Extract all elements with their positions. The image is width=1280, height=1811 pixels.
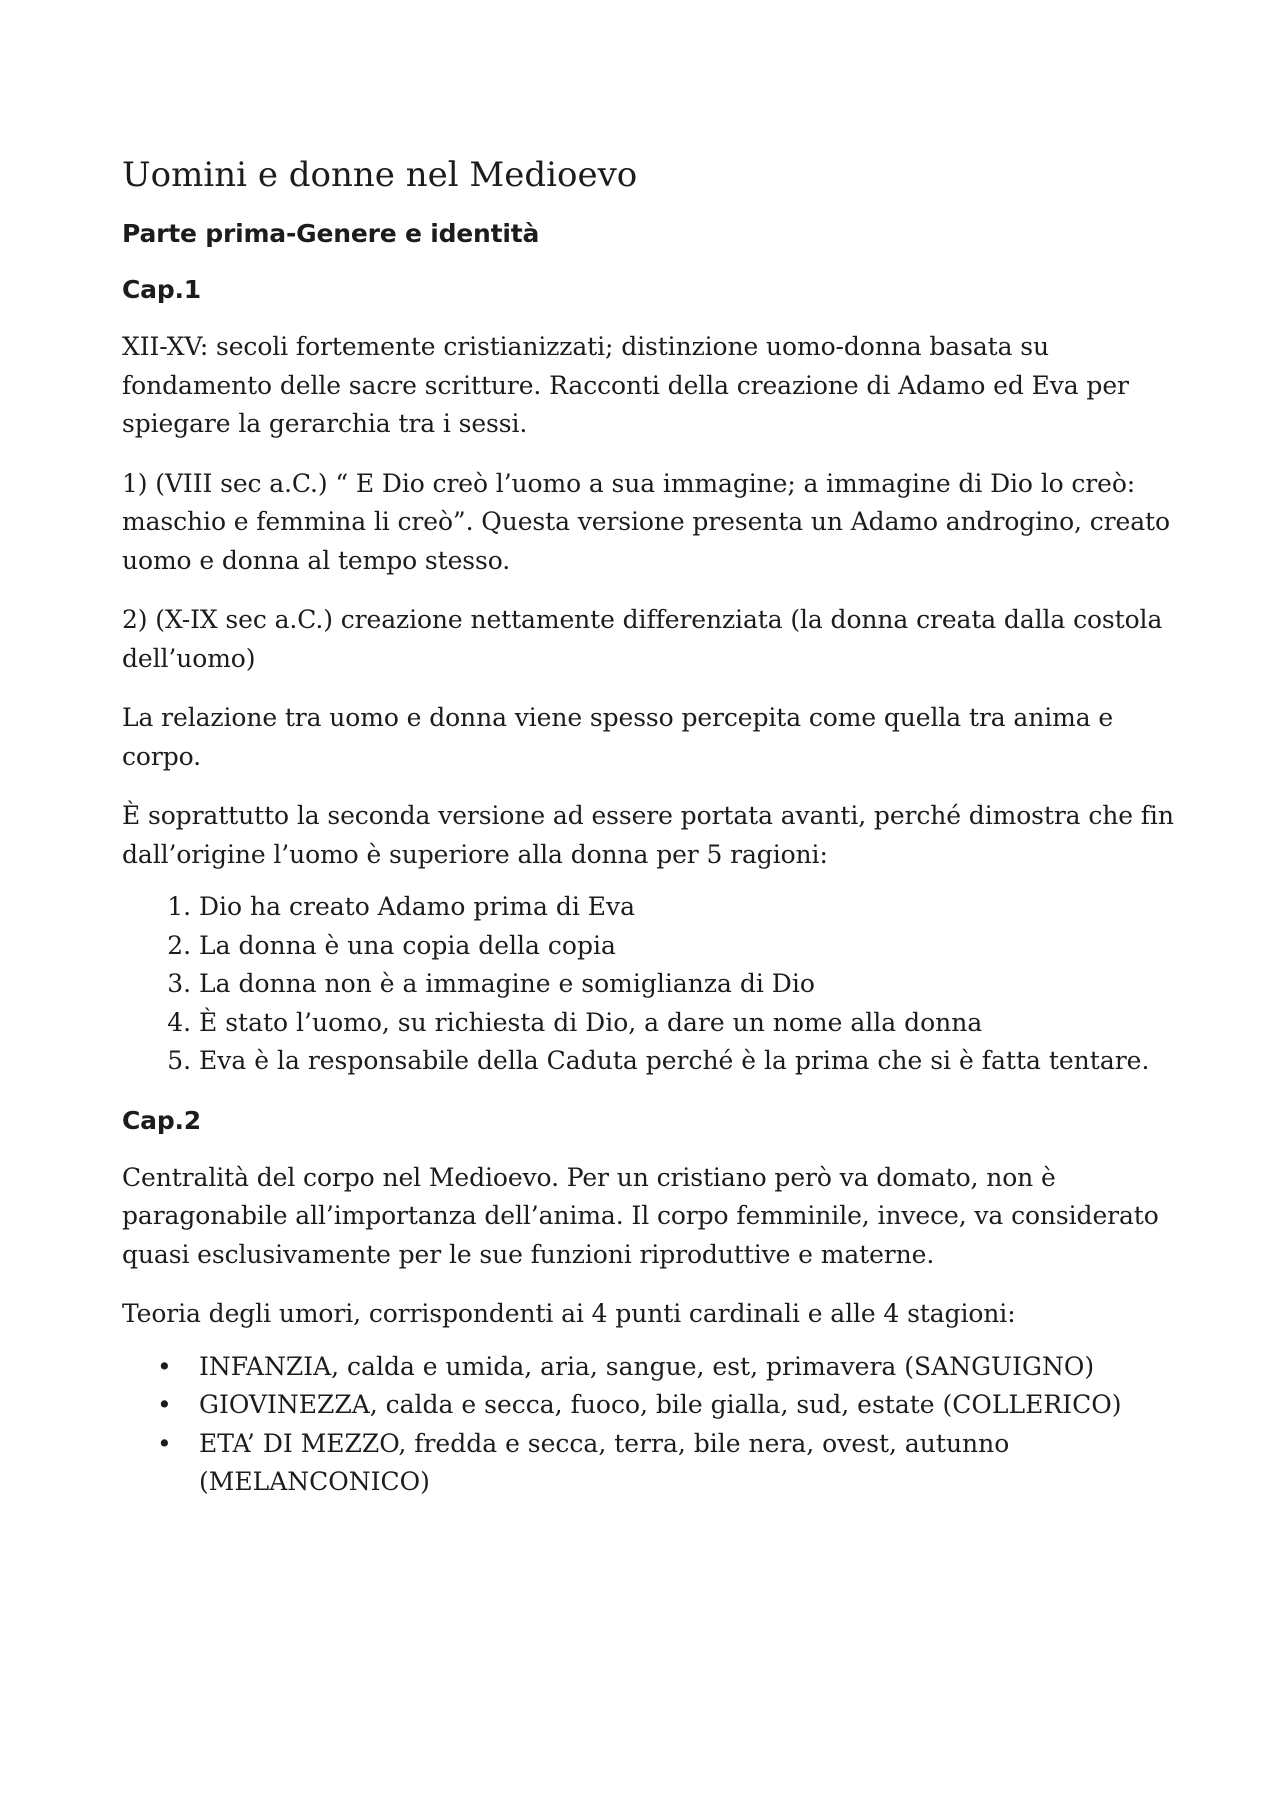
bullet-icon: •: [157, 1390, 172, 1419]
chapter-1-intro-paragraph: XII-XV: secoli fortemente cristianizzati; distinzione uomo-donna basata su fondamento delle sacre scritture. Racconti della creazione di Adamo ed Eva per spiegare la gerarchia tra i sessi.: [122, 332, 1129, 438]
list-item: 5. Eva è la responsabile della Caduta perché è la prima che si è fatta tentare.: [199, 1042, 1182, 1081]
list-item-text: ETA’ DI MEZZO, fredda e secca, terra, bile nera, ovest, autunno (MELANCONICO): [199, 1428, 1010, 1496]
list-item-text: GIOVINEZZA, calda e secca, fuoco, bile gialla, sud, estate (COLLERICO): [199, 1390, 1122, 1419]
list-item: 2. La donna è una copia della copia: [199, 927, 1182, 966]
list-item: 3. La donna non è a immagine e somiglianza di Dio: [199, 965, 1182, 1004]
soul-body-paragraph: La relazione tra uomo e donna viene spesso percepita come quella tra anima e corpo.: [122, 703, 1114, 771]
document-page: [122, 150, 1182, 1524]
creation-version-2-paragraph: 2) (X-IX sec a.C.) creazione nettamente differenziata (la donna creata dalla costola dell’uomo): [122, 605, 1163, 673]
creation-version-1-paragraph: 1) (VIII sec a.C.) “ E Dio creò l’uomo a sua immagine; a immagine di Dio lo creò: maschio e femmina li creò”. Questa versione presenta un Adamo androgino, creato uomo e donna al tempo stesso.: [122, 468, 1170, 575]
body-centrality-paragraph: Centralità del corpo nel Medioevo. Per un cristiano però va domato, non è paragonabile all’importanza dell’anima. Il corpo femminile, invece, va considerato quasi esclusivamente per le sue funzioni riproduttive e materne.: [122, 1162, 1159, 1269]
part-heading: Parte prima-Genere e identità: [122, 219, 540, 248]
bullet-icon: •: [157, 1428, 172, 1458]
chapter-2-heading: Cap.2: [122, 1105, 202, 1135]
list-item: 1. Dio ha creato Adamo prima di Eva: [199, 888, 1182, 927]
humors-intro-paragraph: Teoria degli umori, corrispondenti ai 4 punti cardinali e alle 4 stagioni:: [122, 1299, 1016, 1328]
list-item: 4. È stato l’uomo, su richiesta di Dio, a dare un nome alla donna: [199, 1004, 1182, 1043]
bullet-icon: •: [157, 1351, 172, 1381]
humors-list: [122, 1348, 1182, 1502]
chapter-1-heading: Cap.1: [122, 275, 202, 304]
superiority-paragraph: È soprattutto la seconda versione ad essere portata avanti, perché dimostra che fin dall’origine l’uomo è superiore alla donna per 5 ragioni:: [122, 801, 1174, 869]
list-item: [157, 1348, 1182, 1387]
list-item-text: INFANZIA, calda e umida, aria, sangue, est, primavera (SANGUIGNO): [199, 1351, 1095, 1381]
document-title: Uomini e donne nel Medioevo: [122, 155, 638, 195]
list-item: [157, 1386, 1182, 1425]
list-item: [157, 1425, 1182, 1502]
reasons-list: [122, 888, 1182, 1081]
